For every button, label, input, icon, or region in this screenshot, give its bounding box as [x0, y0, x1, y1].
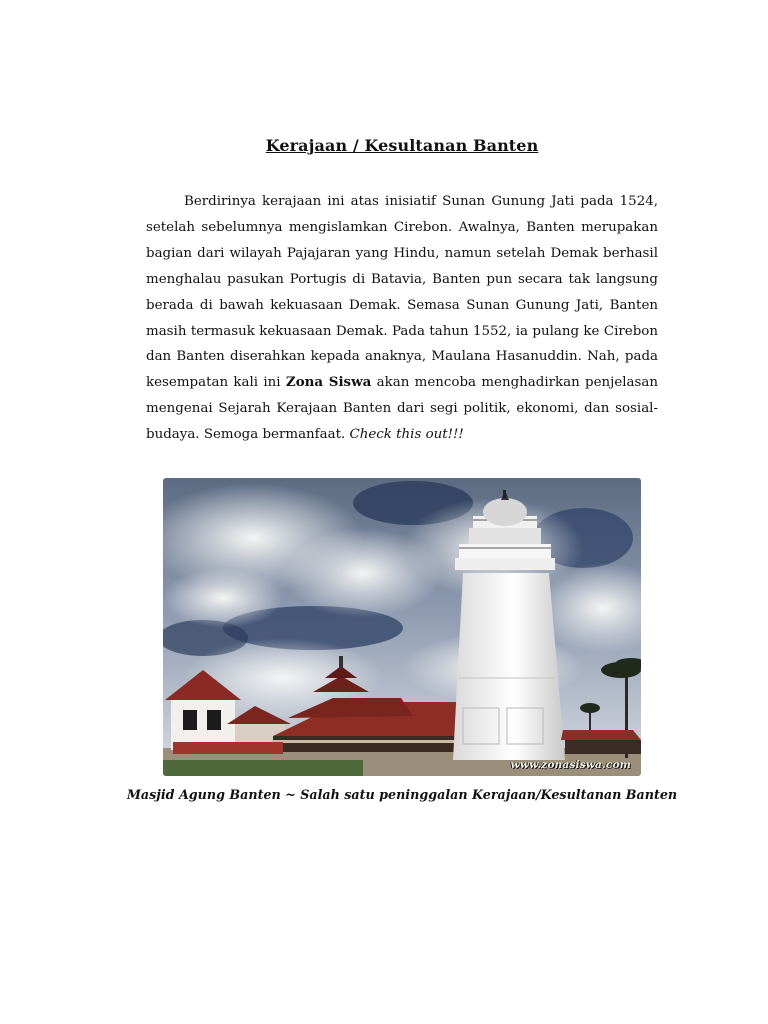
paragraph-brand-name: Zona Siswa [285, 374, 372, 391]
document-title: Kerajaan / Kesultanan Banten [265, 136, 539, 155]
paragraph-closing: Check this out!!! [349, 427, 464, 443]
mosque-photo-illustration [163, 478, 641, 776]
photo-watermark: www.zonasiswa.com [510, 759, 631, 771]
paragraph-text-2: akan mencoba menghadirkan penjelasan mengenai Sejarah Kerajaan Banten dari segi politik, ekonomi, dan sosial-budaya. Semoga bermanfaat. [146, 375, 659, 443]
intro-paragraph [146, 189, 658, 448]
paragraph-text-1: Berdirinya kerajaan ini atas inisiatif Sunan Gunung Jati pada 1524, setelah sebelumnya mengislamkan Cirebon. Awalnya, Banten merupakan bagian dari wilayah Pajajaran yang Hindu, namun setelah Demak berhasil menghalau pasukan Portugis di Batavia, Banten pun secara tak langsung berada di bawah kekuasaan Demak. Semasa Sunan Gunung Jati, Banten masih termasuk kekuasaan Demak. Pada tahun 1552, ia pulang ke Cirebon dan Banten diserahkan kepada anaknya, Maulana Hasanuddin. Nah, pada kesempatan kali ini [146, 194, 658, 391]
mosque-photo [163, 478, 641, 776]
photo-caption: Masjid Agung Banten ~ Salah satu peninggalan Kerajaan/Kesultanan Banten [126, 787, 678, 802]
